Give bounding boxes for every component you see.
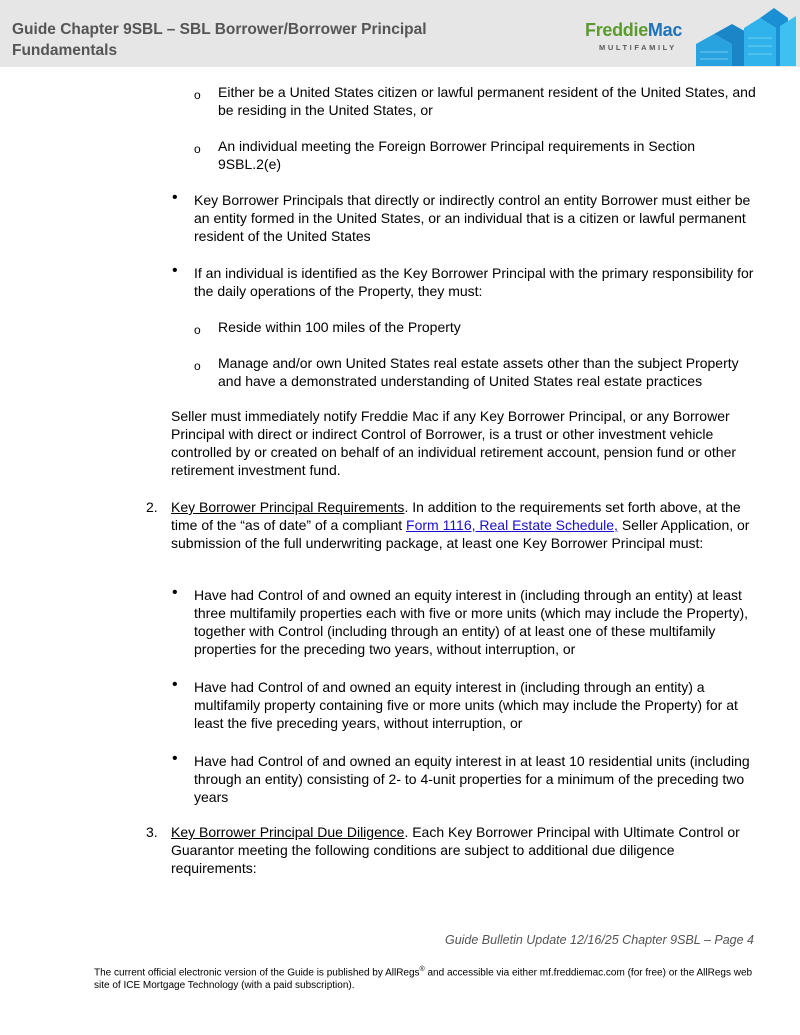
bullet-marker: • <box>172 676 178 693</box>
footer-note <box>94 963 764 992</box>
bullet-marker: • <box>172 189 178 206</box>
buildings-logo-icon <box>696 6 796 66</box>
bullet-item: Have had Control of and owned an equity interest in at least 10 residential units (including through an entity) consisting of 2- to 4-unit properties for a minimum of the preceding two years <box>194 753 750 805</box>
sub-bullet-item: An individual meeting the Foreign Borrower Principal requirements in Section 9SBL.2(e) <box>218 138 696 172</box>
numbered-item <box>171 498 761 552</box>
item-text: Seller Application, or submission of the full underwriting package, at least one Key Borrower Principal must: <box>171 517 750 551</box>
bullet-item: Key Borrower Principals that directly or indirectly control an entity Borrower must either be an entity formed in the United States, or an individual that is a citizen or lawful permanent resident of the United States <box>194 192 751 244</box>
logo-name-part2: Mac <box>647 20 683 40</box>
item-text: . In addition to the requirements set forth above, at the time of the “as of date” of a compliant <box>171 499 741 533</box>
sub-bullet-marker: o <box>194 359 201 373</box>
paragraph: Seller must immediately notify Freddie Mac if any Key Borrower Principal, or any Borrower Principal with direct or indirect Control of Borrower, is a trust or other investment vehicle controlled by or created on behalf of an individual retirement account, pension fund or other retirement investment fund. <box>171 408 737 478</box>
bullet-item: Have had Control of and owned an equity interest in (including through an entity) at least three multifamily properties each with five or more units (which may include the Property), together with Control (including through an entity) of at least one of these multifamily properties for the preceding two years, without interruption, or <box>194 587 748 657</box>
page-header <box>0 0 800 67</box>
item-heading: Key Borrower Principal Requirements <box>171 499 405 515</box>
list-number: 3. <box>146 824 158 840</box>
sub-bullet-marker: o <box>194 323 201 337</box>
registered-mark: ® <box>419 966 425 973</box>
page-footer-label: Guide Bulletin Update 12/16/25 Chapter 9SBL – Page 4 <box>444 933 754 947</box>
bullet-marker: • <box>172 750 178 767</box>
bullet-marker: • <box>172 584 178 601</box>
logo-subtitle: MULTIFAMILY <box>599 43 677 52</box>
sub-bullet-marker: o <box>194 88 201 102</box>
bullet-item: If an individual is identified as the Key Borrower Principal with the primary responsibility for the daily operations of the Property, they must: <box>194 265 754 299</box>
item-text: . Each Key Borrower Principal with Ultimate Control or Guarantor meeting the following conditions are subject to additional due diligence requirements: <box>171 824 740 876</box>
numbered-item <box>171 823 761 877</box>
sub-bullet-item: Either be a United States citizen or lawful permanent resident of the United States, and be residing in the United States, or <box>218 84 756 118</box>
freddie-mac-logo <box>585 20 685 52</box>
sub-bullet-item: Manage and/or own United States real estate assets other than the subject Property and have a demonstrated understanding of United States real estate practices <box>218 355 739 389</box>
list-number: 2. <box>146 499 158 515</box>
item-heading: Key Borrower Principal Due Diligence <box>171 824 405 840</box>
sub-bullet-marker: o <box>194 142 201 156</box>
page-title: Guide Chapter 9SBL – SBL Borrower/Borrower Principal Fundamentals <box>12 21 427 59</box>
bullet-item: Have had Control of and owned an equity interest in (including through an entity) a multifamily property containing five or more units (which may include the Property) for at least the five preceding years, without interruption, or <box>194 679 738 731</box>
footer-note-text: The current official electronic version of the Guide is published by AllRegs <box>94 967 420 979</box>
bullet-marker: • <box>172 262 178 279</box>
footer-note-text: and accessible via either mf.freddiemac.com (for free) or the AllRegs web site of ICE Mortgage Technology (with a paid subscription). <box>94 967 753 992</box>
logo-name-part1: Freddie <box>585 20 648 40</box>
logo-name <box>585 20 685 40</box>
form-1116-link[interactable]: Form 1116, Real Estate Schedule, <box>406 517 618 533</box>
sub-bullet-item: Reside within 100 miles of the Property <box>218 319 461 335</box>
